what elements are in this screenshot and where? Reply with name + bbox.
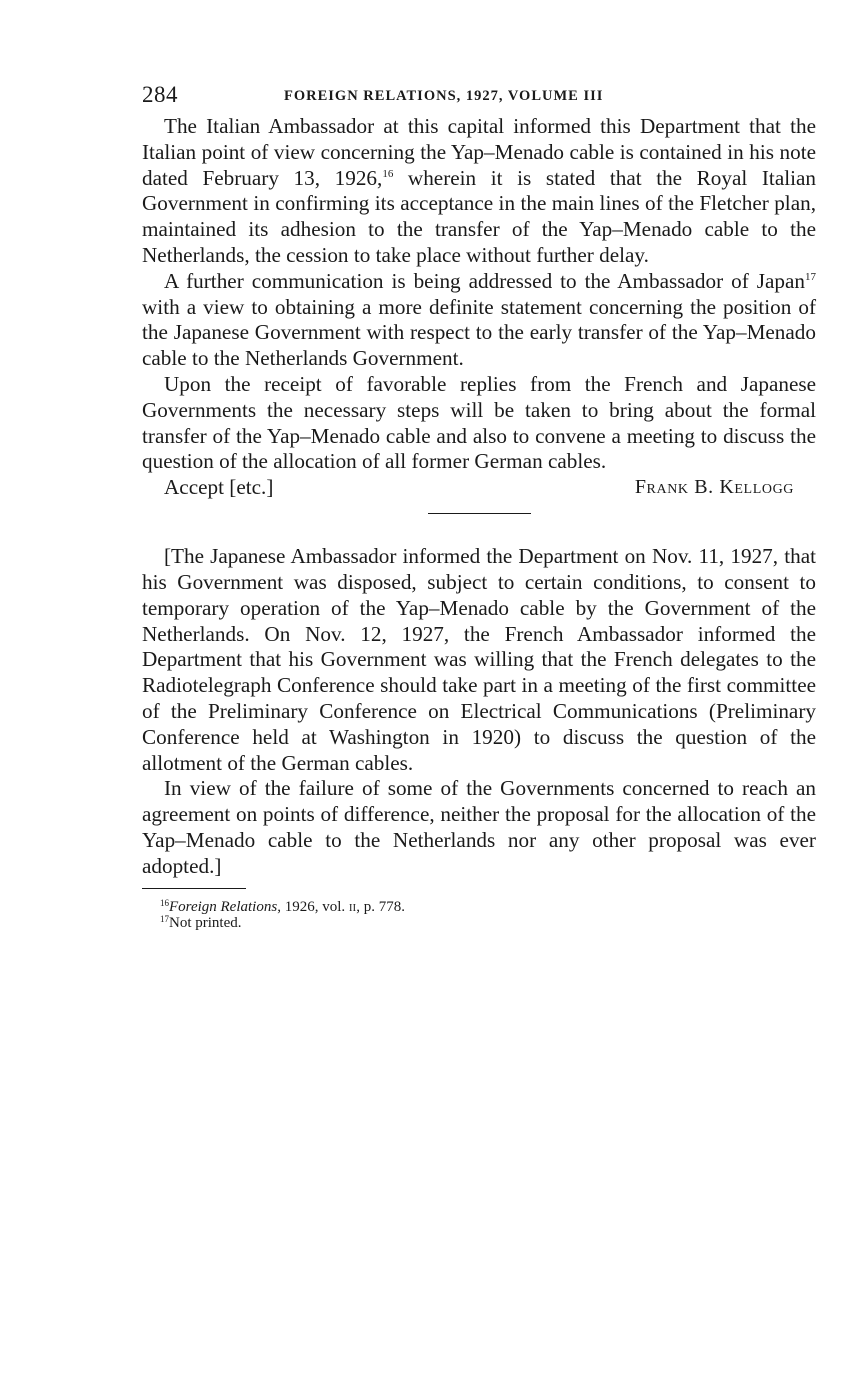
paragraph-favorable-replies: Upon the receipt of favorable replies from the French and Japanese Governments the necessary steps will be taken to bring about the formal transfer of the Yap–Menado cable and also to convene a meeting to discuss the question of the allocation of all former German cables. (142, 371, 816, 474)
paragraph-japan-communication: A further communication is being addressed to the Ambassador of Japan$^{17}$ with a view to obtaining a more definite statement concerning the position of the Japanese Government with respect to the early transfer of the Yap–Menado cable to the Netherlands Government. (142, 268, 816, 371)
editorial-paragraph-1: [The Japanese Ambassador informed the Department on Nov. 11, 1927, that his Government was disposed, subject to certain conditions, to consent to temporary operation of the Yap–Menado cable by the Government of the Netherlands. On Nov. 12, 1927, the French Ambassador informed the Department that his Government was willing that the French delegates to the Radiotelegraph Conference should take part in a meeting of the first committee of the Preliminary Conference on Electrical Communications (Preliminary Conference held at Washington in 1920) to discuss the question of the allotment of the German cables. (142, 544, 816, 775)
running-head (142, 80, 816, 114)
footnote-ref-17[interactable]: 17 (805, 270, 816, 283)
paragraph-italian-view: The Italian Ambassador at this capital informed this Department that the Italian point of view concerning the Yap–Menado cable is contained in his note dated February 13, 1926,16 wherein it is stated that the Royal Italian Government in confirming its acceptance in the main lines of the Fletcher plan, maintained its adhesion to the transfer of the Yap–Menado cable to the Netherlands, the cession to take place without further delay. (142, 114, 816, 267)
footnote-divider (142, 888, 246, 889)
running-title: FOREIGN RELATIONS, 1927, VOLUME III (284, 88, 604, 104)
letter-body (142, 114, 816, 880)
footnote-ref-16[interactable]: 16 (382, 167, 394, 180)
signature: Frank B. Kellogg (634, 476, 794, 499)
document-page (142, 80, 816, 932)
footnote-17: $^{17}$Not printed. (160, 914, 242, 932)
section-divider (428, 513, 531, 514)
closing-accept: Accept [etc.] (164, 475, 274, 500)
closing-line (142, 475, 816, 501)
footnotes (142, 899, 816, 932)
editorial-note (142, 544, 816, 879)
footnote-16: $^{16}$Foreign Relations, 1926, vol. ii, p. 778. (160, 897, 405, 915)
editorial-paragraph-2: In view of the failure of some of the Governments concerned to reach an agreement on points of difference, neither the proposal for the allocation of the Yap–Menado cable to the Netherlands nor any other proposal was ever adopted.] (142, 776, 816, 878)
page-number: 284 (142, 82, 178, 107)
